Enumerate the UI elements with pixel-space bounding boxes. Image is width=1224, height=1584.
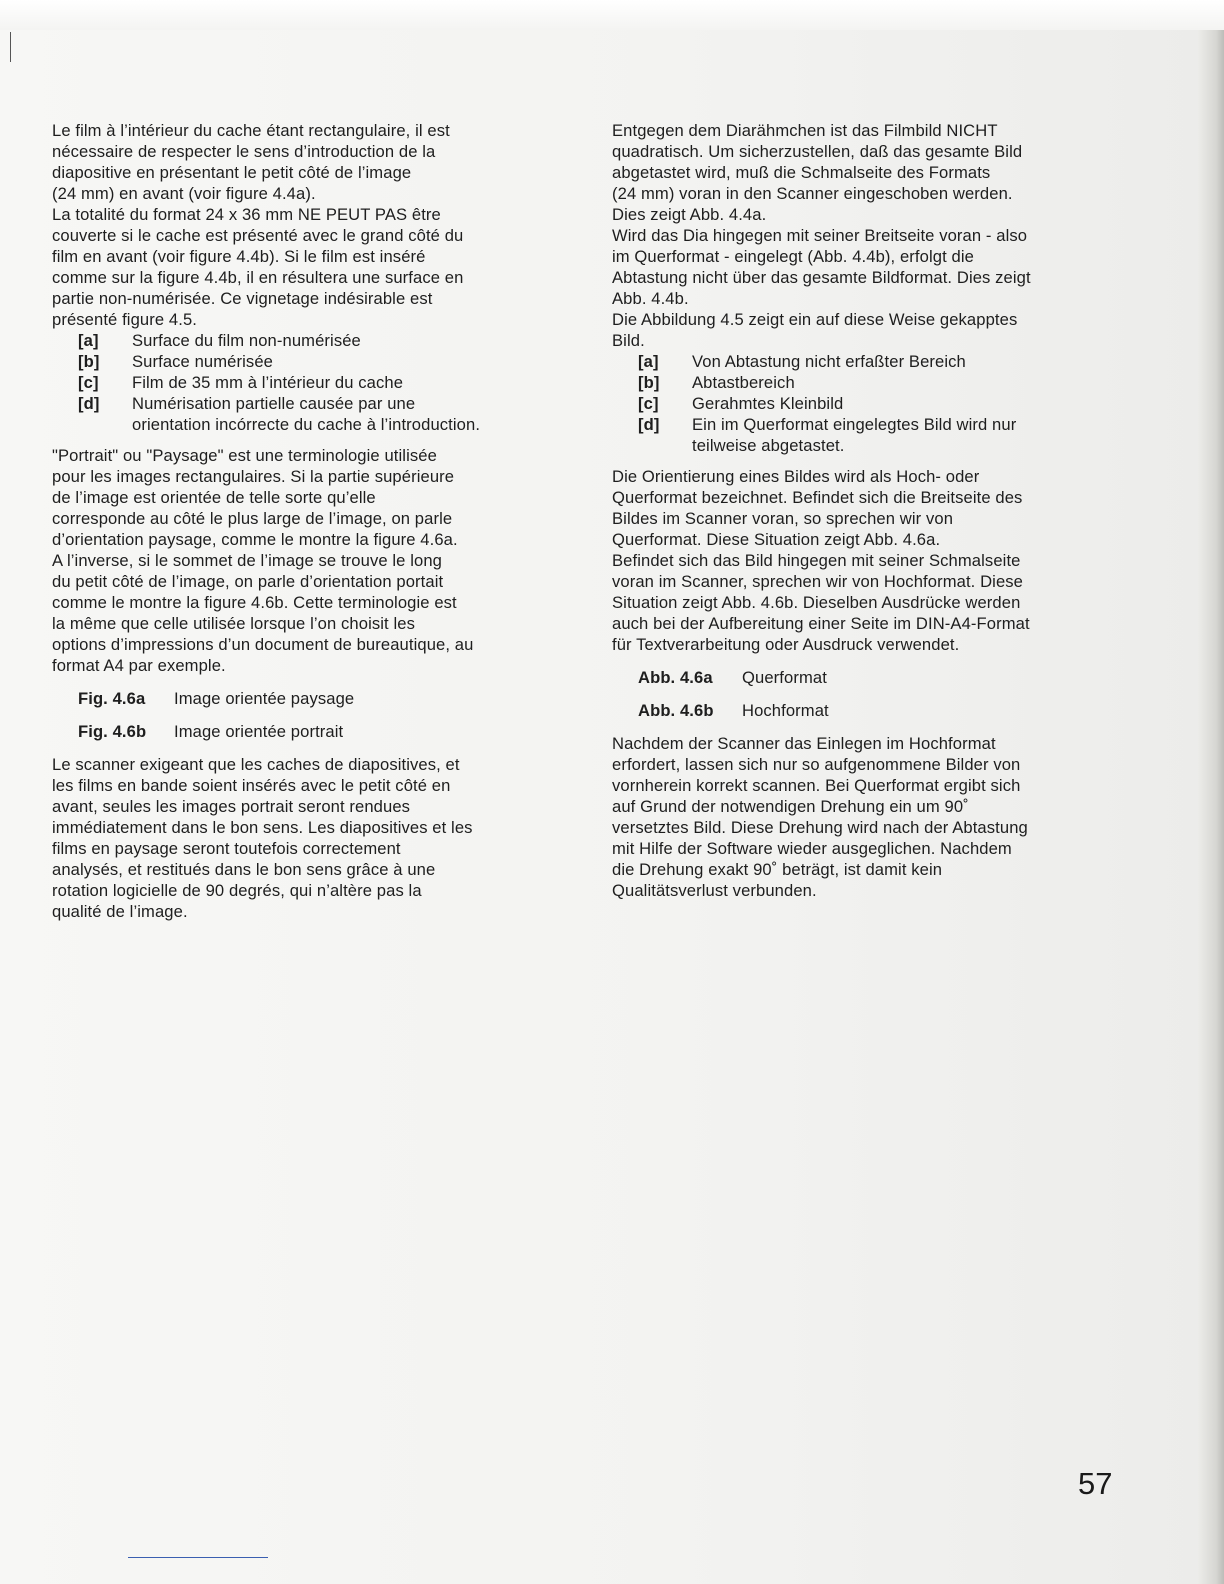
text-line: Die Orientierung eines Bildes wird als Hoch- oder — [612, 467, 980, 486]
legend-marker: [c] — [638, 394, 659, 413]
german-para2 — [612, 466, 1132, 655]
text-line: A l’inverse, si le sommet de l’image se trouve le long — [52, 551, 442, 570]
legend-marker: [d] — [78, 394, 100, 413]
page-number: 57 — [1078, 1466, 1113, 1501]
figure-label: Abb. 4.6a — [638, 668, 713, 687]
legend-text — [692, 414, 1016, 456]
figure-caption — [638, 667, 1132, 688]
figure-caption-text: Image orientée portrait — [174, 722, 344, 741]
text-line: versetztes Bild. Diese Drehung wird nach der Abtastung — [612, 818, 1028, 837]
text-line: qualité de l’image. — [52, 902, 188, 921]
text-line: im Querformat - eingelegt (Abb. 4.4b), erfolgt die — [612, 247, 974, 266]
text-line: die Drehung exakt 90˚ beträgt, ist damit kein — [612, 860, 943, 879]
text-line: du petit côté de l’image, on parle d’orientation portait — [52, 572, 444, 591]
legend-text — [132, 330, 361, 351]
text-line: corresponde au côté le plus large de l’image, on parle — [52, 509, 453, 528]
french-legend-list — [52, 330, 572, 435]
text-line: diapositive en présentant le petit côté de l’image — [52, 163, 412, 182]
legend-marker: [c] — [78, 373, 99, 392]
text-line: rotation logicielle de 90 degrés, qui n’altère pas la — [52, 881, 422, 900]
figure-caption-text: Image orientée paysage — [174, 689, 355, 708]
legend-item — [612, 414, 1132, 456]
text-line: Dies zeigt Abb. 4.4a. — [612, 205, 767, 224]
legend-item — [52, 351, 572, 372]
french-para2 — [52, 445, 572, 676]
text-line: Querformat bezeichnet. Befindet sich die Breitseite des — [612, 488, 1023, 507]
text-line: Bild. — [612, 331, 645, 350]
legend-text-line: Gerahmtes Kleinbild — [692, 394, 844, 413]
text-line: nécessaire de respecter le sens d’introduction de la — [52, 142, 436, 161]
text-line: partie non-numérisée. Ce vignetage indésirable est — [52, 289, 433, 308]
figure-caption — [78, 721, 572, 742]
text-line: comme le montre la figure 4.6b. Cette terminologie est — [52, 593, 457, 612]
bottom-rule — [128, 1557, 268, 1558]
figure-label: Fig. 4.6b — [78, 722, 147, 741]
page-right-edge-shadow — [1198, 30, 1224, 1584]
legend-text-line: Ein im Querformat eingelegtes Bild wird nur — [692, 415, 1017, 434]
text-line: avant, seules les images portrait seront rendues — [52, 797, 411, 816]
figure-caption — [78, 688, 572, 709]
figure-caption-text: Hochformat — [742, 701, 829, 720]
text-line: Qualitätsverlust verbunden. — [612, 881, 817, 900]
text-line: Le scanner exigeant que les caches de diapositives, et — [52, 755, 460, 774]
legend-item — [52, 372, 572, 393]
legend-text-line: Surface numérisée — [132, 352, 273, 371]
text-line: d’orientation paysage, comme le montre la figure 4.6a. — [52, 530, 458, 549]
text-line: Bildes im Scanner voran, so sprechen wir von — [612, 509, 954, 528]
text-line: options d’impressions d’un document de bureautique, au — [52, 635, 474, 654]
text-line: analysés, et restitués dans le bon sens grâce à une — [52, 860, 436, 879]
legend-item — [612, 351, 1132, 372]
german-column — [612, 120, 1132, 901]
text-line: couverte si le cache est présenté avec le grand côté du — [52, 226, 464, 245]
text-line: Abtastung nicht über das gesamte Bildformat. Dies zeigt — [612, 268, 1031, 287]
legend-text-line: Surface du film non-numérisée — [132, 331, 361, 350]
french-column — [52, 120, 572, 922]
text-line: auch bei der Aufbereitung einer Seite im DIN-A4-Format — [612, 614, 1030, 633]
text-line: Entgegen dem Diarähmchen ist das Filmbild NICHT — [612, 121, 998, 140]
text-line: (24 mm) voran in den Scanner eingeschoben werden. — [612, 184, 1013, 203]
text-line: voran im Scanner, sprechen wir von Hochformat. Diese — [612, 572, 1024, 591]
german-para3 — [612, 733, 1132, 901]
legend-item — [612, 372, 1132, 393]
legend-item — [612, 393, 1132, 414]
text-line: mit Hilfe der Software wieder ausgeglichen. Nachdem — [612, 839, 1012, 858]
german-para1 — [612, 120, 1132, 351]
figure-caption-text: Querformat — [742, 668, 827, 687]
figure-caption — [638, 700, 1132, 721]
german-figure-captions — [612, 667, 1132, 721]
text-line: présenté figure 4.5. — [52, 310, 197, 329]
text-line: Abb. 4.4b. — [612, 289, 689, 308]
left-margin-mark — [10, 32, 11, 62]
text-line: auf Grund der notwendigen Drehung ein um 90˚ — [612, 797, 969, 816]
legend-marker: [a] — [638, 352, 659, 371]
legend-text-line: Film de 35 mm à l’intérieur du cache — [132, 373, 404, 392]
text-line: comme sur la figure 4.4b, il en résultera une surface en — [52, 268, 464, 287]
text-line: les films en bande soient insérés avec le petit côté en — [52, 776, 451, 795]
french-para1 — [52, 120, 572, 330]
text-line: la même que celle utilisée lorsque l’on choisit les — [52, 614, 415, 633]
page-top-edge — [0, 0, 1224, 30]
legend-marker: [b] — [638, 373, 660, 392]
legend-text — [132, 393, 480, 435]
text-line: Nachdem der Scanner das Einlegen im Hochformat — [612, 734, 996, 753]
legend-marker: [b] — [78, 352, 100, 371]
text-line: film en avant (voir figure 4.4b). Si le film est inséré — [52, 247, 426, 266]
text-line: Die Abbildung 4.5 zeigt ein auf diese Weise gekapptes — [612, 310, 1018, 329]
text-line: films en paysage seront toutefois correctement — [52, 839, 401, 858]
figure-label: Fig. 4.6a — [78, 689, 146, 708]
legend-marker: [a] — [78, 331, 99, 350]
text-line: pour les images rectangulaires. Si la partie supérieure — [52, 467, 455, 486]
legend-item — [52, 393, 572, 435]
legend-item — [52, 330, 572, 351]
french-figure-captions — [52, 688, 572, 742]
legend-text-line: Von Abtastung nicht erfaßter Bereich — [692, 352, 966, 371]
text-line: Befindet sich das Bild hingegen mit seiner Schmalseite — [612, 551, 1021, 570]
text-line: La totalité du format 24 x 36 mm NE PEUT PAS être — [52, 205, 441, 224]
text-line: erfordert, lassen sich nur so aufgenommene Bilder von — [612, 755, 1021, 774]
figure-label: Abb. 4.6b — [638, 701, 714, 720]
text-line: Wird das Dia hingegen mit seiner Breitseite voran - also — [612, 226, 1028, 245]
legend-text — [132, 351, 273, 372]
text-line: immédiatement dans le bon sens. Les diapositives et les — [52, 818, 473, 837]
text-line: de l’image est orientée de telle sorte qu’elle — [52, 488, 376, 507]
legend-text-line: orientation incórrecte du cache à l’introduction. — [132, 415, 481, 434]
legend-text — [132, 372, 403, 393]
legend-text — [692, 372, 795, 393]
legend-text-line: Numérisation partielle causée par une — [132, 394, 416, 413]
text-line: (24 mm) en avant (voir figure 4.4a). — [52, 184, 316, 203]
french-para3 — [52, 754, 572, 922]
text-line: "Portrait" ou "Paysage" est une terminologie utilisée — [52, 446, 437, 465]
legend-text — [692, 351, 966, 372]
german-legend-list — [612, 351, 1132, 456]
legend-marker: [d] — [638, 415, 660, 434]
text-line: quadratisch. Um sicherzustellen, daß das gesamte Bild — [612, 142, 1023, 161]
text-line: Querformat. Diese Situation zeigt Abb. 4.6a. — [612, 530, 941, 549]
legend-text — [692, 393, 843, 414]
text-line: für Textverarbeitung oder Ausdruck verwendet. — [612, 635, 960, 654]
text-line: Le film à l’intérieur du cache étant rectangulaire, il est — [52, 121, 450, 140]
legend-text-line: teilweise abgetastet. — [692, 436, 845, 455]
text-line: vornherein korrekt scannen. Bei Querformat ergibt sich — [612, 776, 1021, 795]
text-line: abgetastet wird, muß die Schmalseite des Formats — [612, 163, 991, 182]
text-line: Situation zeigt Abb. 4.6b. Dieselben Ausdrücke werden — [612, 593, 1021, 612]
text-line: format A4 par exemple. — [52, 656, 226, 675]
legend-text-line: Abtastbereich — [692, 373, 795, 392]
